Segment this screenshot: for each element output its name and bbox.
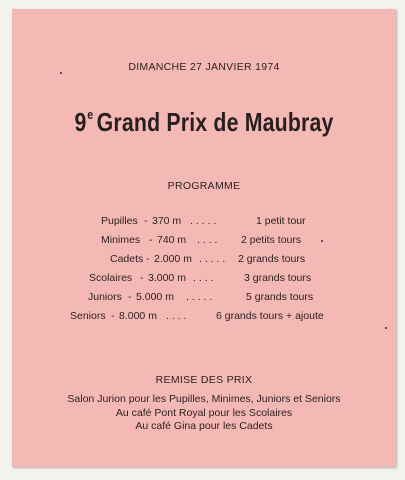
race-category: Pupilles <box>101 215 138 227</box>
race-separator: - <box>128 291 132 303</box>
race-separator: - <box>111 310 115 322</box>
race-category: Scolaires <box>89 272 133 284</box>
race-category: Minimes <box>101 234 141 246</box>
race-laps: 2 grands tours <box>238 253 306 265</box>
event-date: DIMANCHE 27 JANVIER 1974 <box>128 61 280 73</box>
race-laps: 5 grands tours <box>246 291 314 303</box>
race-leader-dots: . . . . <box>166 310 187 322</box>
prize-line: Salon Jurion pour les Pupilles, Minimes, Juniors et Seniors <box>67 393 341 405</box>
race-leader-dots: . . . . <box>197 234 218 246</box>
prize-line: Au café Pont Royal pour les Scolaires <box>115 406 293 419</box>
prize-line: Au café Gina pour les Cadets <box>135 420 273 432</box>
race-category: Seniors <box>70 310 106 322</box>
race-leader-dots: . . . . <box>193 272 214 284</box>
race-category: Juniors <box>88 291 122 303</box>
race-distance: 2.000 m <box>154 253 192 265</box>
title-number: 9 <box>74 107 87 137</box>
race-leader-dots: . . . . . <box>186 291 213 303</box>
race-row-pupilles <box>12 215 396 234</box>
race-separator: - <box>146 253 150 265</box>
race-separator: - <box>144 215 148 227</box>
programme-heading: PROGRAMME <box>167 180 241 192</box>
prizes-list <box>12 393 396 434</box>
program-sheet <box>12 9 396 467</box>
race-row-seniors <box>12 310 396 329</box>
race-category: Cadets <box>110 253 144 265</box>
title-superscript: e <box>87 107 94 122</box>
race-laps: 1 petit tour <box>256 215 306 227</box>
race-leader-dots: . . . . . <box>190 215 217 227</box>
race-distance: 370 m <box>152 215 182 227</box>
paper-speck <box>321 240 323 242</box>
race-laps: 2 petits tours <box>241 234 302 246</box>
event-title <box>47 107 362 138</box>
race-laps: 6 grands tours + ajoute <box>216 310 324 322</box>
race-distance: 5.000 m <box>136 291 174 303</box>
race-distance: 740 m <box>157 234 187 246</box>
paper-speck <box>60 72 62 74</box>
race-row-juniors <box>12 291 396 310</box>
race-separator: - <box>149 234 153 246</box>
race-distance: 8.000 m <box>119 310 157 322</box>
paper-speck <box>385 327 387 329</box>
title-text: Grand Prix de Maubray <box>96 107 334 137</box>
race-list <box>12 215 396 329</box>
race-laps: 3 grands tours <box>244 272 312 284</box>
race-row-cadets <box>12 253 396 272</box>
race-distance: 3.000 m <box>148 272 186 284</box>
race-separator: - <box>140 272 144 284</box>
race-leader-dots: . . . . . <box>199 253 226 265</box>
prizes-heading: REMISE DES PRIX <box>155 374 253 386</box>
race-row-scolaires <box>12 272 396 291</box>
race-row-minimes <box>12 234 396 253</box>
